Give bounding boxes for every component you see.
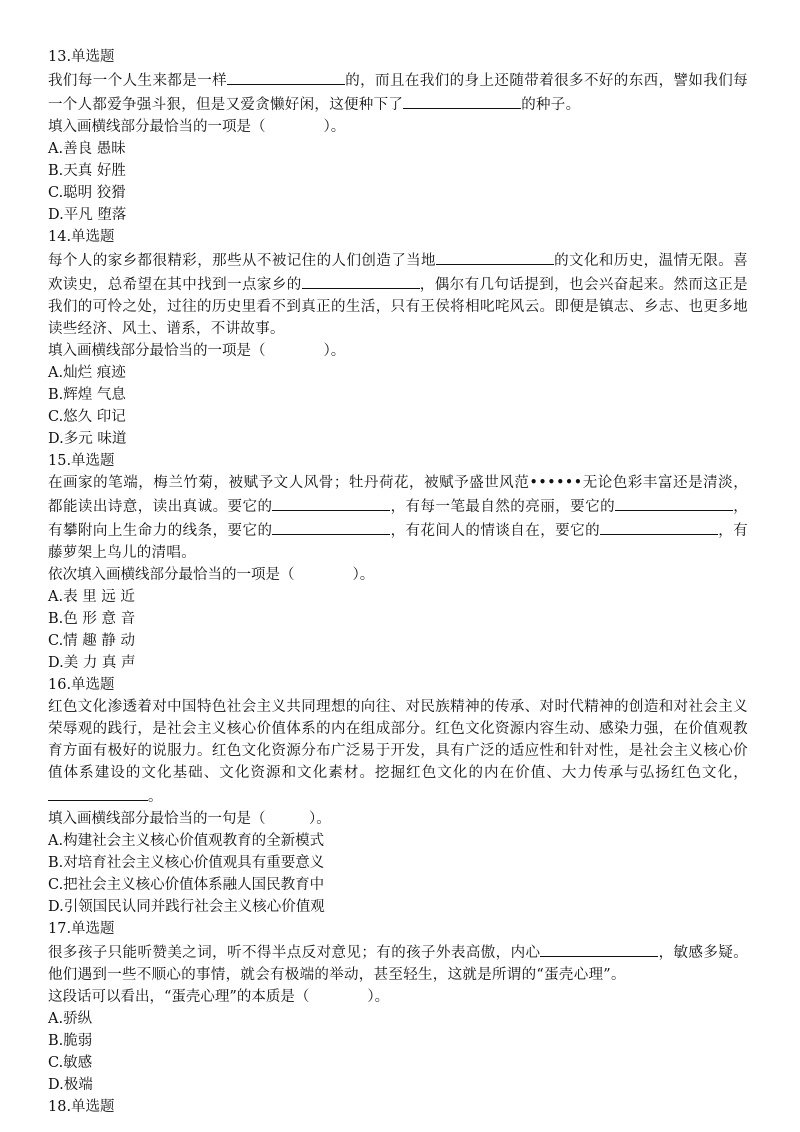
option-c[interactable]: C.把社会主义核心价值体系融人国民教育中: [48, 877, 325, 893]
fill-blank: [615, 494, 733, 511]
question-prompt: 填入画横线部分最恰当的一项是（ ）。: [48, 119, 346, 135]
fill-blank: [403, 92, 521, 109]
question-number: 17.单选题: [48, 921, 115, 937]
fill-blank: [436, 248, 554, 265]
option-a[interactable]: A.构建社会主义核心价值观教育的全新模式: [48, 833, 325, 849]
option-b[interactable]: B.辉煌 气息: [48, 387, 126, 403]
fill-blank: [48, 784, 148, 801]
option-a[interactable]: A.灿烂 痕迹: [48, 365, 126, 381]
question-number: 18.单选题: [48, 1099, 115, 1115]
option-d[interactable]: D.极端: [48, 1077, 93, 1093]
question-stem: 很多孩子只能听赞美之词，听不得半点反对意见；有的孩子外表高傲，内心 ，敏感多疑。他们遇到一些不顺心的事情，就会有极端的举动，甚至轻生，这就是所谓的“蛋壳心理”。: [48, 940, 748, 986]
option-d[interactable]: D.美 力 真 声: [48, 655, 136, 671]
exam-page: [48, 46, 748, 1118]
question-stem: 在画家的笔端，梅兰竹菊，被赋予文人风骨；牡丹荷花，被赋予盛世风范••••••无论色彩丰富还是清淡，都能读出诗意，读出真诚。要它的 ，有每一笔最自然的亮丽，要它的 ，有攀附向上生命力的线条，要它的 ，有花间人的情谈自在，要它的 ，有藤萝架上鸟儿的清唱。: [48, 475, 749, 561]
option-c[interactable]: C.悠久 印记: [48, 409, 126, 425]
question-prompt: 这段话可以看出，“蛋壳心理”的本质是（ ）。: [48, 989, 390, 1005]
question-number: 15.单选题: [48, 453, 115, 469]
question-18: [48, 1096, 748, 1118]
option-b[interactable]: B.天真 好胜: [48, 163, 126, 179]
question-16: [48, 674, 748, 918]
option-a[interactable]: A.善良 愚昧: [48, 141, 126, 157]
fill-blank: [540, 940, 658, 957]
option-b[interactable]: B.对培育社会主义核心价值观具有重要意义: [48, 855, 325, 871]
option-d[interactable]: D.平凡 堕落: [48, 207, 127, 223]
question-number: 13.单选题: [48, 49, 115, 65]
question-14: [48, 226, 748, 450]
fill-blank: [600, 518, 718, 535]
fill-blank: [227, 68, 345, 85]
question-15: [48, 450, 748, 674]
fill-blank: [302, 272, 420, 289]
option-c[interactable]: C.情 趣 静 动: [48, 633, 136, 649]
question-prompt: 填入画横线部分最恰当的一句是（ ）。: [48, 811, 331, 827]
question-number: 16.单选题: [48, 677, 115, 693]
question-stem: 红色文化渗透着对中国特色社会主义共同理想的向往、对民族精神的传承、对时代精神的创造和对社会主义荣辱观的践行，是社会主义核心价值体系的内在组成部分。红色文化资源内容生动、感染力强，在价值观教育方面有极好的说服力。红色文化资源分布广泛易于开发，具有广泛的适应性和针对性，是社会主义核心价值体系建设的文化基础、文化资源和文化素材。挖掘红色文化的内在价值、大力传承与弘扬红色文化，。: [48, 699, 748, 805]
option-a[interactable]: A.表 里 远 近: [48, 589, 135, 605]
question-number: 14.单选题: [48, 229, 115, 245]
question-13: [48, 46, 748, 226]
question-stem: 每个人的家乡都很精彩，那些从不被记住的人们创造了当地 的文化和历史，温情无限。喜欢读史，总希望在其中找到一点家乡的 ，偶尔有几句话提到，也会兴奋起来。然而这正是我们的可怜之处，过往的历史里看不到真正的生活，只有王侯将相叱咤风云。即便是镇志、乡志、也更多地读些经济、风土、谱系，不讲故事。: [48, 248, 748, 340]
option-d[interactable]: D.多元 味道: [48, 431, 127, 447]
question-stem: 我们每一个人生来都是一样 的，而且在我们的身上还随带着很多不好的东西，譬如我们每一个人都爱争强斗狠，但是又爱贪懒好闲，这便种下了 的种子。: [48, 68, 748, 116]
option-b[interactable]: B.脆弱: [48, 1033, 93, 1049]
option-c[interactable]: C.敏感: [48, 1055, 93, 1071]
question-17: [48, 918, 748, 1096]
question-prompt: 依次填入画横线部分最恰当的一项是（ ）。: [48, 567, 375, 583]
option-c[interactable]: C.聪明 狡猾: [48, 185, 126, 201]
option-d[interactable]: D.引领国民认同并践行社会主义核心价值观: [48, 899, 325, 915]
question-prompt: 填入画横线部分最恰当的一项是（ ）。: [48, 343, 346, 359]
option-b[interactable]: B.色 形 意 音: [48, 611, 136, 627]
option-a[interactable]: A.骄纵: [48, 1011, 93, 1027]
fill-blank: [272, 494, 390, 511]
fill-blank: [272, 518, 390, 535]
